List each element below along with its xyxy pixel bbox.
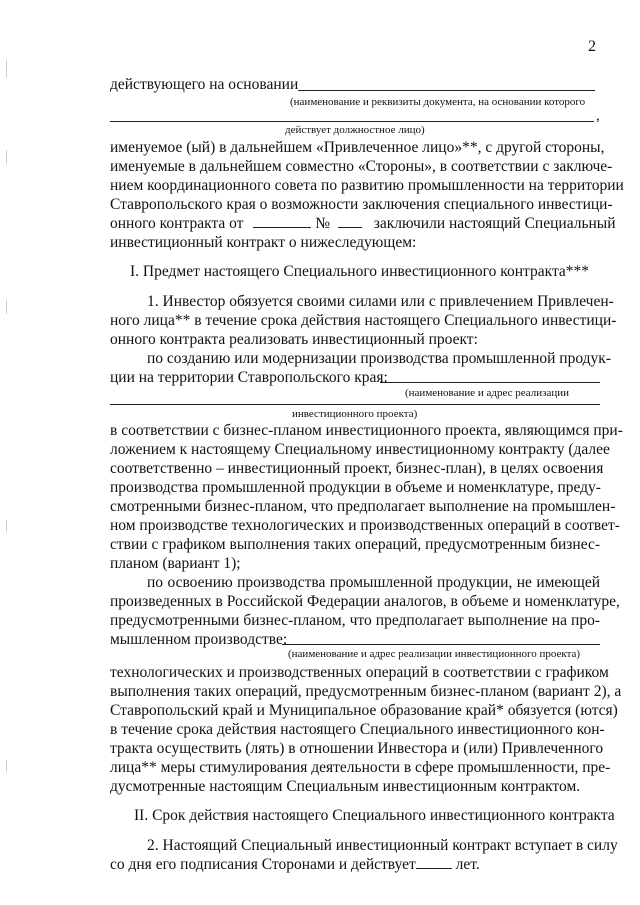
margin-mark: [6, 760, 7, 772]
clause-2-line: 2. Настоящий Специальный инвестиционный контракт вступает в силу: [147, 837, 618, 854]
contract-from-label: онного контракта от: [110, 215, 244, 232]
basis-blank-2[interactable]: [110, 121, 594, 122]
margin-mark: [6, 150, 7, 164]
variant-2-line: технологических и производственных операций в соответствии с графиком: [110, 664, 609, 681]
production-caption: (наименование и адрес реализации инвестиционного проекта): [288, 648, 581, 660]
variant-2-line: тракта осуществить (лять) в отношении Инвестора и (или) Привлеченного: [110, 740, 604, 757]
variant-1-line: соответственно – инвестиционный проект, бизнес-план), в целях освоения: [110, 460, 604, 477]
variant-1-line: ствии с графиком выполнения таких операций, предусмотренным бизнес-: [110, 536, 600, 553]
preamble-line: именуемые в дальнейшем совместно «Стороны», в соответствии с заключе-: [110, 158, 613, 175]
basis-comma: ,: [596, 108, 600, 124]
margin-mark: [6, 60, 7, 78]
section-1-heading: I. Предмет настоящего Специального инвестиционного контракта***: [130, 263, 590, 280]
clause-1-line: ного лица** в течение срока действия настоящего Специального инвестици-: [110, 312, 617, 329]
term-label: со дня его подписания Сторонами и действует: [110, 856, 416, 873]
project-caption-b: инвестиционного проекта): [292, 408, 418, 420]
page-number: 2: [588, 38, 596, 55]
variant-2-line: выполнения таких операций, предусмотренным бизнес-планом (вариант 2), а: [110, 683, 622, 700]
project-caption-a: (наименование и адрес реализации: [405, 387, 570, 399]
variant-2-line: лица** меры стимулирования деятельности в сфере промышленности, пре-: [110, 759, 611, 776]
variant-1-line: в соответствии с бизнес-планом инвестиционного проекта, являющимся при-: [110, 422, 623, 439]
contract-concluded-label: заключили настоящий Специальный: [373, 215, 616, 232]
variant-2-line: в течение срока действия настоящего Специального инвестиционного кон-: [110, 721, 605, 738]
basis-caption-2: действует должностное лицо): [285, 124, 425, 136]
contract-number-sign: №: [315, 215, 330, 232]
variant-2-line: дусмотренные настоящим Специальным инвестиционным контрактом.: [110, 778, 581, 795]
basis-line: [110, 75, 600, 94]
variant-2-line: произведенных в Российской Федерации аналогов, в объеме и номенклатуре,: [110, 593, 620, 610]
variant-2-line: по освоению производства промышленной продукции, не имеющей: [147, 574, 600, 591]
margin-mark: [6, 520, 7, 532]
basis-caption: (наименование и реквизиты документа, на основании которого: [290, 96, 586, 108]
project-name-blank[interactable]: [380, 382, 600, 383]
clause-2-line-term: [110, 855, 600, 874]
variant-2-line: предусмотренными бизнес-планом, что предполагает выполнение на про-: [110, 612, 600, 629]
years-label: лет.: [455, 856, 480, 873]
clause-1-line: по созданию или модернизации производства промышленной продук-: [147, 350, 611, 367]
variant-1-line: планом (вариант 1);: [110, 555, 241, 572]
term-years-blank[interactable]: [416, 855, 452, 869]
clause-1-line: ции на территории Ставропольского края:: [110, 369, 388, 386]
production-name-blank[interactable]: [282, 644, 600, 645]
variant-2-line: Ставропольский край и Муниципальное образование край* обязуется (ются): [110, 702, 618, 719]
contract-number-blank[interactable]: [338, 214, 362, 228]
margin-mark: [6, 300, 7, 314]
preamble-line: именуемое (ый) в дальнейшем «Привлеченное лицо»**, с другой стороны,: [110, 139, 605, 156]
variant-1-line: ном производстве технологических и производственных операций в соответ-: [110, 517, 620, 534]
clause-1-line: онного контракта реализовать инвестиционный проект:: [110, 331, 478, 348]
variant-1-line: ложением к настоящему Специальному инвестиционному контракту (далее: [110, 441, 610, 458]
variant-2-line: мышленном производстве:: [110, 631, 288, 648]
basis-label: действующего на основании: [110, 76, 299, 93]
variant-1-line: производства промышленной продукции в объеме и номенклатуре, преду-: [110, 479, 601, 496]
project-name-blank-2[interactable]: [110, 404, 600, 405]
contract-date-blank[interactable]: [253, 214, 311, 228]
preamble-line-contract: [110, 214, 616, 233]
clause-1-line: 1. Инвестор обязуется своими силами или с привлечением Привлечен-: [147, 293, 614, 310]
variant-1-line: смотренными бизнес-планом, что предполагает выполнение на промышлен-: [110, 498, 616, 515]
basis-blank[interactable]: [298, 90, 595, 91]
preamble-line: инвестиционный контракт о нижеследующем:: [110, 234, 417, 251]
preamble-line: нием координационного совета по развитию промышленности на территории: [110, 177, 624, 194]
section-2-heading: II. Срок действия настоящего Специального инвестиционного контракта: [134, 807, 615, 824]
preamble-line: Ставропольского края о возможности заключения специального инвестици-: [110, 196, 613, 213]
